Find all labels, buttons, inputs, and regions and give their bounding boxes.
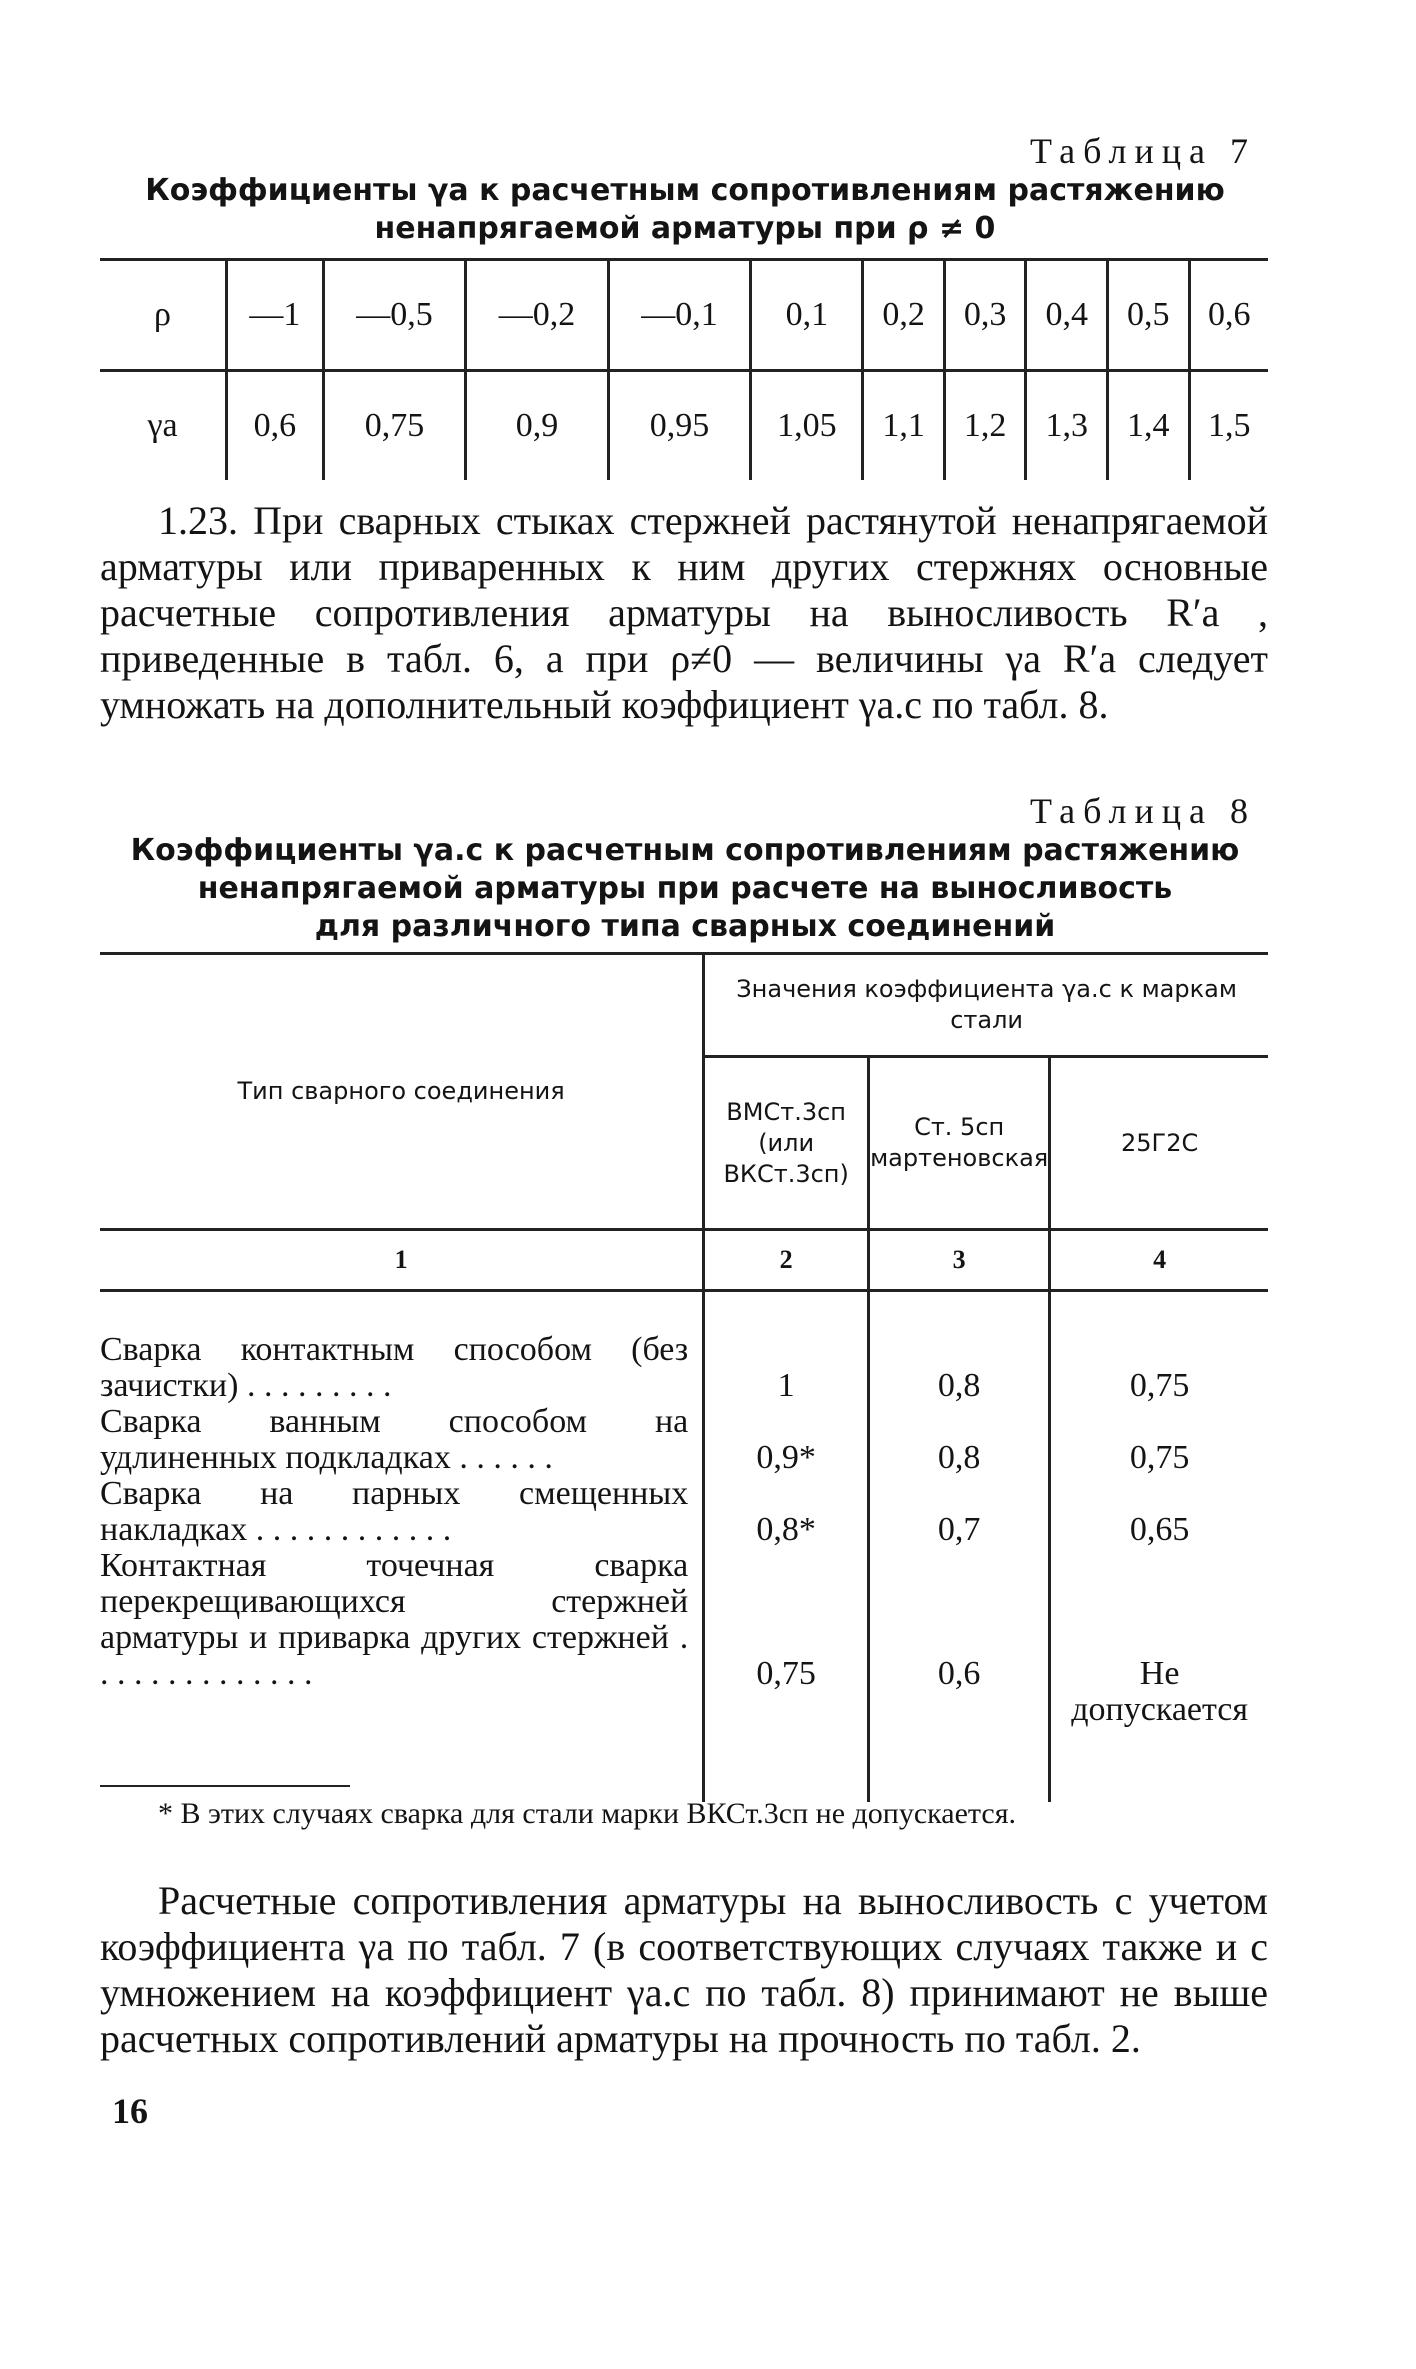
- value: 0,9*: [756, 1439, 816, 1476]
- cell: 2: [704, 1230, 869, 1291]
- cell: —0,5: [323, 260, 466, 371]
- table8-title-line3: для различного типа сварных соединений: [314, 909, 1056, 944]
- cell: 0,95: [608, 371, 751, 481]
- cell: 1,4: [1108, 371, 1190, 481]
- row-text: Сварка на парных смещенных накладках . . . . . . . . . . . .: [100, 1475, 689, 1548]
- paragraph-final: [100, 1878, 1268, 2062]
- value: 0,7: [937, 1511, 981, 1548]
- value: 0,65: [1129, 1511, 1190, 1548]
- cell: 0,1: [751, 260, 863, 371]
- cell: 0,6: [227, 371, 324, 481]
- value: 0,8: [937, 1367, 981, 1404]
- value: 0,8*: [756, 1511, 816, 1548]
- cell: 1,05: [751, 371, 863, 481]
- cell: 1,5: [1189, 371, 1268, 481]
- value: 1: [777, 1367, 795, 1404]
- page-number: 16: [112, 2091, 148, 2131]
- header-type: Тип сварного соединения: [100, 954, 704, 1230]
- table8-title: [100, 832, 1270, 946]
- row-texts: [100, 1291, 704, 1803]
- header-values: Значения коэффициента γа.с к маркам стали: [704, 954, 1268, 1057]
- cell: —0,2: [466, 260, 609, 371]
- cell: 0,6: [1189, 260, 1268, 371]
- cell: 3: [869, 1230, 1050, 1291]
- value: 0,8: [937, 1439, 981, 1476]
- cell: ρ: [100, 260, 227, 371]
- table7-row-rho: [100, 260, 1268, 371]
- table8-number-row: [100, 1230, 1268, 1291]
- paragraph-text: 1.23. При сварных стыках стержней растянутой ненапрягаемой арматуры или приваренных к ним других стержнях основные расчетные сопротивления арматуры на выносливость R′а , приведенные в табл. 6, а при ρ≠0 — величины γа R′а следует умножать на дополнительный коэффициент γа.с по табл. 8.: [100, 498, 1268, 727]
- header-col4: 25Г2С: [1050, 1057, 1268, 1230]
- footnote: * В этих случаях сварка для стали марки ВКСт.3сп не допускается.: [158, 1797, 1016, 1830]
- row-text: Контактная точечная сварка перекрещивающихся стержней арматуры и приварка других стержней . . . . . . . . . . . . . .: [100, 1547, 689, 1692]
- table7-title-line1: Коэффициенты γа к расчетным сопротивлениям растяжению: [145, 173, 1225, 208]
- cell: 0,5: [1108, 260, 1190, 371]
- table8-label: Таблица 8: [1030, 791, 1256, 831]
- table7-title-line2: ненапрягаемой арматуры при ρ ≠ 0: [374, 211, 996, 246]
- value: 0,75: [756, 1655, 816, 1692]
- cell: 1,2: [944, 371, 1026, 481]
- cell: γа: [147, 407, 178, 444]
- table8: [100, 952, 1268, 1802]
- col4-values: [1050, 1291, 1268, 1803]
- cell: 0,75: [323, 371, 466, 481]
- footnote-rule: [100, 1785, 350, 1787]
- header-col3: Ст. 5сп мартеновская: [869, 1057, 1050, 1230]
- value: 0,75: [1129, 1439, 1190, 1476]
- value: 0,6: [937, 1655, 981, 1692]
- table8-body-row: [100, 1291, 1268, 1803]
- cell: 1: [100, 1230, 704, 1291]
- cell: 0,9: [466, 371, 609, 481]
- table7-title: [100, 172, 1270, 248]
- table8-title-line2: ненапрягаемой арматуры при расчете на выносливость: [197, 871, 1173, 906]
- cell: —0,1: [608, 260, 751, 371]
- value: Не допускается: [1071, 1655, 1249, 1728]
- cell: 0,3: [944, 260, 1026, 371]
- row-text: Сварка контактным способом (без зачистки) . . . . . . . . .: [100, 1331, 689, 1404]
- cell: 0,2: [863, 260, 945, 371]
- header-col2: ВМСт.3сп (или ВКСт.3сп): [704, 1057, 869, 1230]
- table7: [100, 258, 1268, 480]
- value: 0,75: [1129, 1367, 1190, 1404]
- cell: —1: [227, 260, 324, 371]
- table7-row-gamma: [100, 371, 1268, 481]
- col3-values: [869, 1291, 1050, 1803]
- cell: 0,4: [1026, 260, 1108, 371]
- cell: 1,3: [1026, 371, 1108, 481]
- cell: 4: [1050, 1230, 1268, 1291]
- table8-header-row: [100, 954, 1268, 1057]
- paragraph-1-23: [100, 498, 1268, 728]
- cell: 1,1: [863, 371, 945, 481]
- table8-title-line1: Коэффициенты γа.с к расчетным сопротивлениям растяжению: [130, 833, 1240, 868]
- row-text: Сварка ванным способом на удлиненных подкладках . . . . . .: [100, 1403, 689, 1476]
- col2-values: [704, 1291, 869, 1803]
- table7-label: Таблица 7: [1030, 131, 1256, 171]
- paragraph-text: Расчетные сопротивления арматуры на выносливость с учетом коэффициента γа по табл. 7 (в соответствующих случаях также и с умножением на коэффициент γа.с по табл. 8) принимают не выше расчетных сопротивлений арматуры на прочность по табл. 2.: [100, 1878, 1268, 2061]
